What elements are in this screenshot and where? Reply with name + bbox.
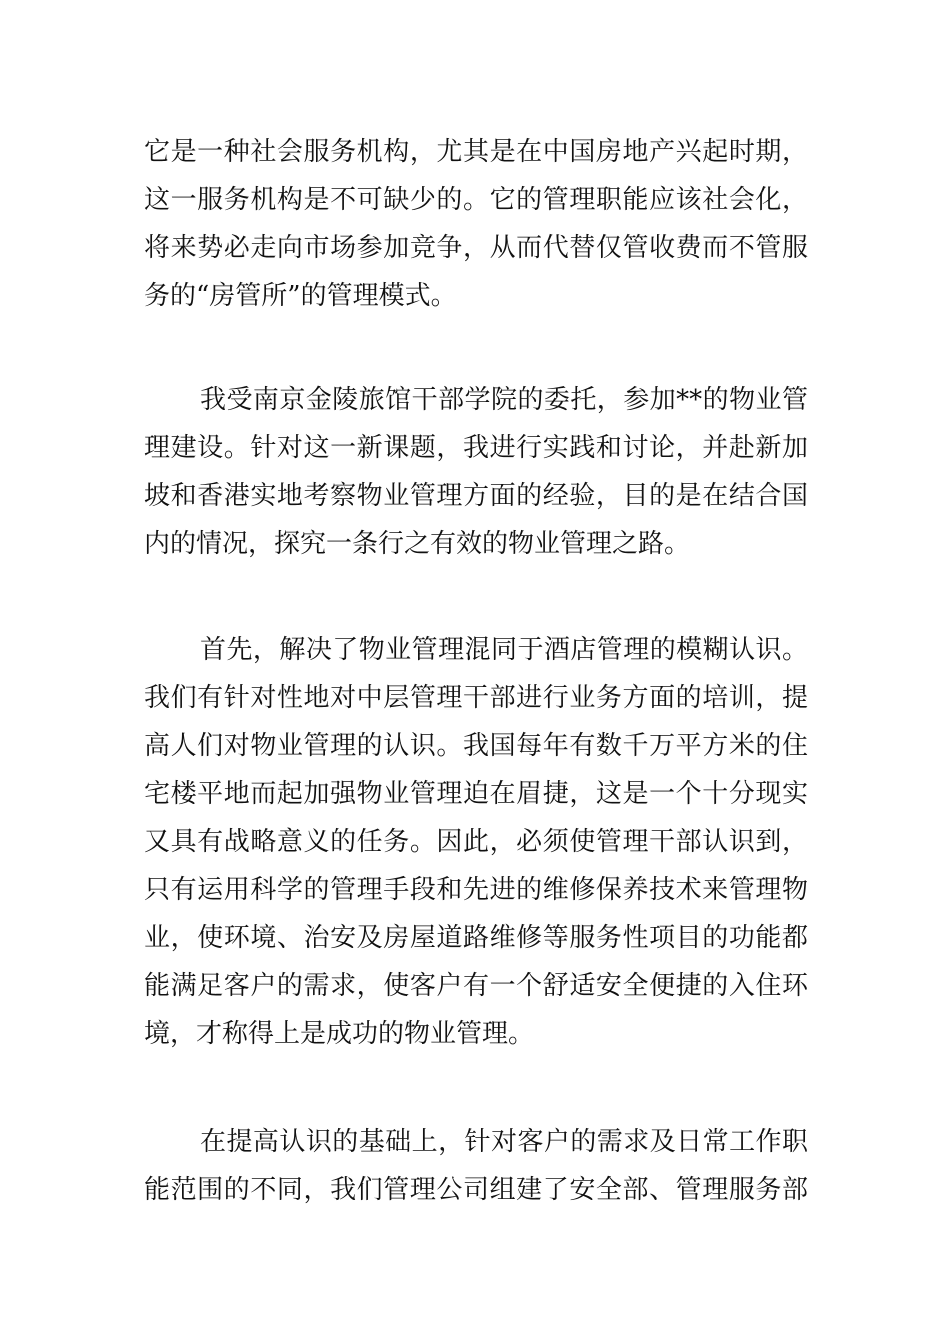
paragraph-line: 我受南京金陵旅馆干部学院的委托，参加**的物业管 <box>200 385 808 415</box>
paragraph-line: 我们有针对性地对中层管理干部进行业务方面的培训，提 <box>144 683 808 713</box>
paragraph-line: 能范围的不同，我们管理公司组建了安全部、管理服务部 <box>144 1175 808 1205</box>
paragraph-1 <box>144 128 808 320</box>
paragraph-line: 又具有战略意义的任务。因此，必须使管理干部认识到， <box>144 827 808 857</box>
paragraph-line: 只有运用科学的管理手段和先进的维修保养技术来管理物 <box>144 875 808 905</box>
paragraph-line: 首先，解决了物业管理混同于酒店管理的模糊认识。 <box>200 635 808 665</box>
paragraph-line: 这一服务机构是不可缺少的。它的管理职能应该社会化， <box>144 185 808 215</box>
paragraph-line: 它是一种社会服务机构，尤其是在中国房地产兴起时期， <box>144 137 808 167</box>
paragraph-line: 内的情况，探究一条行之有效的物业管理之路。 <box>144 529 691 559</box>
paragraph-3 <box>144 626 808 1058</box>
paragraph-line: 坡和香港实地考察物业管理方面的经验，目的是在结合国 <box>144 481 808 511</box>
paragraph-line: 将来势必走向市场参加竞争，从而代替仅管收费而不管服 <box>144 233 808 263</box>
paragraph-line: 业，使环境、治安及房屋道路维修等服务性项目的功能都 <box>144 923 808 953</box>
paragraph-line: 能满足客户的需求，使客户有一个舒适安全便捷的入住环 <box>144 971 808 1001</box>
paragraph-line: 在提高认识的基础上，针对客户的需求及日常工作职 <box>200 1127 808 1157</box>
paragraph-line: 务的“房管所”的管理模式。 <box>144 281 457 311</box>
paragraph-line: 境，才称得上是成功的物业管理。 <box>144 1019 535 1049</box>
paragraph-4 <box>144 1118 808 1214</box>
paragraph-line: 宅楼平地而起加强物业管理迫在眉捷，这是一个十分现实 <box>144 779 808 809</box>
paragraph-line: 高人们对物业管理的认识。我国每年有数千万平方米的住 <box>144 731 808 761</box>
paragraph-2 <box>144 376 808 568</box>
paragraph-line: 理建设。针对这一新课题，我进行实践和讨论，并赴新加 <box>144 433 808 463</box>
